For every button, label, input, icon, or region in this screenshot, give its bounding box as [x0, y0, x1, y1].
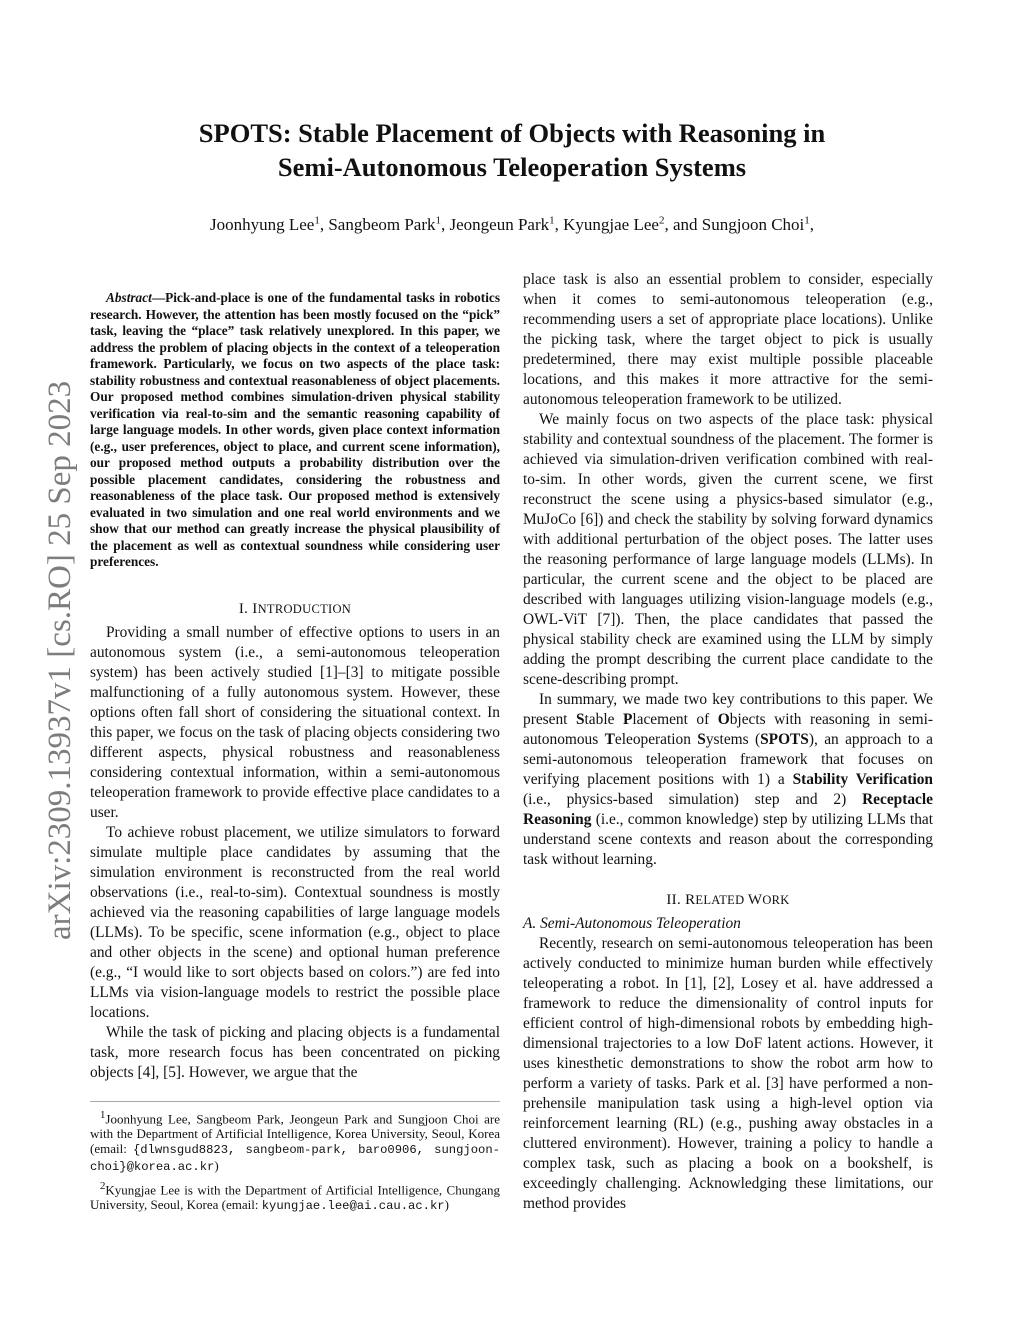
author: Sangbeom Park$^1$,	[328, 214, 450, 234]
intro-paragraph-1: Providing a small number of effective options to users in an autonomous system (i.e., a semi-autonomous teleoperation system) has been actively studied [1]–[3] to mitigate possible malfunctioning of a fully autonomous system. However, these options often fall short of considering the situational context. In this paper, we focus on the task of placing objects considering two different aspects, physical robustness and reasonableness considering contextual information, within a semi-autonomous teleoperation framework to provide effective place candidates to a user.	[90, 623, 500, 821]
footnote-2: $^2$Kyungjae Lee is with the Department of Artificial Intelligence, Chungang University, Seoul, Korea (email: kyungjae.lee@ai.cau.ac.kr)	[90, 1179, 500, 1214]
intro-paragraph-6: In summary, we made two key contributions to this paper. We present Stable Placement of Objects with reasoning in semi-autonomous Teleoperation Systems (SPOTS), an approach to a semi-autonomous teleoperation framework that focuses on verifying placement positions with 1) a Stability Verification (i.e., physics-based simulation) step and 2) Receptacle Reasoning (i.e., common knowledge) step by utilizing LLMs that understand scene contexts and reason about the corresponding task without learning.	[523, 691, 934, 868]
author: Kyungjae Lee$^2$, and	[563, 214, 702, 234]
intro-paragraph-4: place task is also an essential problem to consider, especially when it comes to semi-autonomous teleoperation (e.g., recommending users a set of appropriate place locations). Unlike the picking task, where the target object to pick is usually predetermined, there may exist multiple possible placeable locations, and this makes it more attractive for the semi-autonomous teleoperation framework to be utilized.	[523, 271, 933, 408]
intro-paragraph-3: While the task of picking and placing objects is a fundamental task, more research focus has been concentrated on picking objects [4], [5]. However, we argue that the	[90, 1023, 500, 1081]
author: Jeongeun Park$^1$,	[449, 214, 564, 234]
related-paragraph-1: Recently, research on semi-autonomous teleoperation has been actively conducted to minimize human burden while effectively teleoperating a robot. In [1], [2], Losey et al. have addressed a framework to reduce the dimensionality of control inputs for efficient control of high-dimensional robots by embedding high-dimensional trajectories to a low DoF latent actions. However, it uses kinesthetic demonstrations to show the robot arm how to perform a variety of tasks. Park et al. [3] have performed a non-prehensile manipulation task using a high-level option via reinforcement learning (RL) (e.g., pushing away obstacles in a cluttered environment). However, training a policy to handle a complex task, such as placing a book on a bookshelf, is exceedingly challenging. Acknowledging these limitations, our method provides	[523, 935, 933, 1212]
paper-title	[120, 116, 904, 184]
section-heading-related-work: II. RELATED WORK	[666, 892, 790, 908]
subsection-heading-semi-autonomous: A. Semi-Autonomous Teleoperation	[523, 915, 741, 932]
title-line-2: Semi-Autonomous Teleoperation Systems	[277, 152, 747, 182]
footnote-1: $^1$Joonhyung Lee, Sangbeom Park, Jeongeun Park and Sungjoon Choi are with the Department of Artificial Intelligence, Korea University, Seoul, Korea (email: {dlwnsgud8823, sangbeom-park, baro0906, sungjoon-choi}@korea.ac.kr)	[90, 1108, 500, 1174]
abstract-label: Abstract	[106, 290, 152, 305]
section-heading-introduction: I. INTRODUCTION	[238, 600, 352, 617]
intro-paragraph-2: To achieve robust placement, we utilize simulators to forward simulate multiple place candidates by assuming that the simulation environment is reconstructed from the real world observations (i.e., real-to-sim). Contextual soundness is mostly achieved via the reasoning capabilities of large language models (LLMs). To be specific, scene information (e.g., object to place and other objects in the scene) and optional human preference (e.g., “I would like to sort objects based on colors.”) are fed into LLMs via vision-language models to restrict the possible place locations.	[90, 823, 500, 1021]
footnotes	[90, 1101, 500, 1215]
footnote-1-emails: {dlwnsgud8823, sangbeom-park, baro0906, sungjoon-choi}@korea.ac.kr	[90, 1142, 500, 1174]
arxiv-stamp: arXiv:2309.13937v1 [cs.RO] 25 Sep 2023	[42, 380, 78, 940]
intro-paragraph-5: We mainly focus on two aspects of the place task: physical stability and contextual soundness of the placement. The former is achieved via simulation-driven verification combined with real-to-sim. In other words, given the current scene, we first reconstruct the scene using a physics-based simulator (e.g., MuJoCo [6]) and check the stability by solving forward dynamics with additional perturbation of the object poses. The latter uses the reasoning performance of large language models (LLMs). In particular, the current scene and the object to be placed are described with languages utilizing vision-language models (e.g., OWL-ViT [7]). Then, the place candidates that passed the physical stability check are examined using the LLM by simply adding the prompt describing the current place candidate to the scene-describing prompt.	[523, 411, 933, 688]
title-line-1: SPOTS: Stable Placement of Objects with Reasoning in	[198, 118, 826, 148]
author: Joonhyung Lee$^1$,	[209, 214, 329, 234]
abstract-text: Pick-and-place is one of the fundamental tasks in robotics research. However, the attention has been mostly focused on the “pick” task, leaving the “place” task relatively unexplored. In this paper, we address the problem of placing objects in the context of a teleoperation framework. Particularly, we focus on two aspects of the place task: stability robustness and contextual reasonableness of object placements. Our proposed method combines simulation-driven physical stability verification via real-to-sim and the semantic reasoning capability of large language models. In other words, given place context information (e.g., user preferences, object to place, and current scene information), our proposed method outputs a probability distribution over the possible placement candidates, considering the robustness and reasonableness of the place task. Our proposed method is extensively evaluated in two simulation and one real world environments and we show that our method can greatly increase the physical plausibility of the placement as well as contextual soundness while considering user preferences.	[90, 290, 500, 569]
right-column	[523, 270, 933, 1214]
author: Sungjoon Choi$^1$,	[701, 214, 815, 234]
footnote-2-email: kyungjae.lee@ai.cau.ac.kr	[261, 1199, 445, 1214]
left-column	[90, 290, 500, 1218]
abstract: Abstract—Pick-and-place is one of the fundamental tasks in robotics research. However, the attention has been mostly focused on the “pick” task, leaving the “place” task relatively unexplored. In this paper, we address the problem of placing objects in the context of a teleoperation framework. Particularly, we focus on two aspects of the place task: stability robustness and contextual reasonableness of object placements. Our proposed method combines simulation-driven physical stability verification via real-to-sim and the semantic reasoning capability of large language models. In other words, given place context information (e.g., user preferences, object to place, and current scene information), our proposed method outputs a probability distribution over the possible placement candidates, considering the robustness and reasonableness of the place task. Our proposed method is extensively evaluated in two simulation and one real world environments and we show that our method can greatly increase the physical plausibility of the placement as well as contextual soundness while considering user preferences.	[90, 290, 500, 569]
author-list	[100, 208, 924, 237]
